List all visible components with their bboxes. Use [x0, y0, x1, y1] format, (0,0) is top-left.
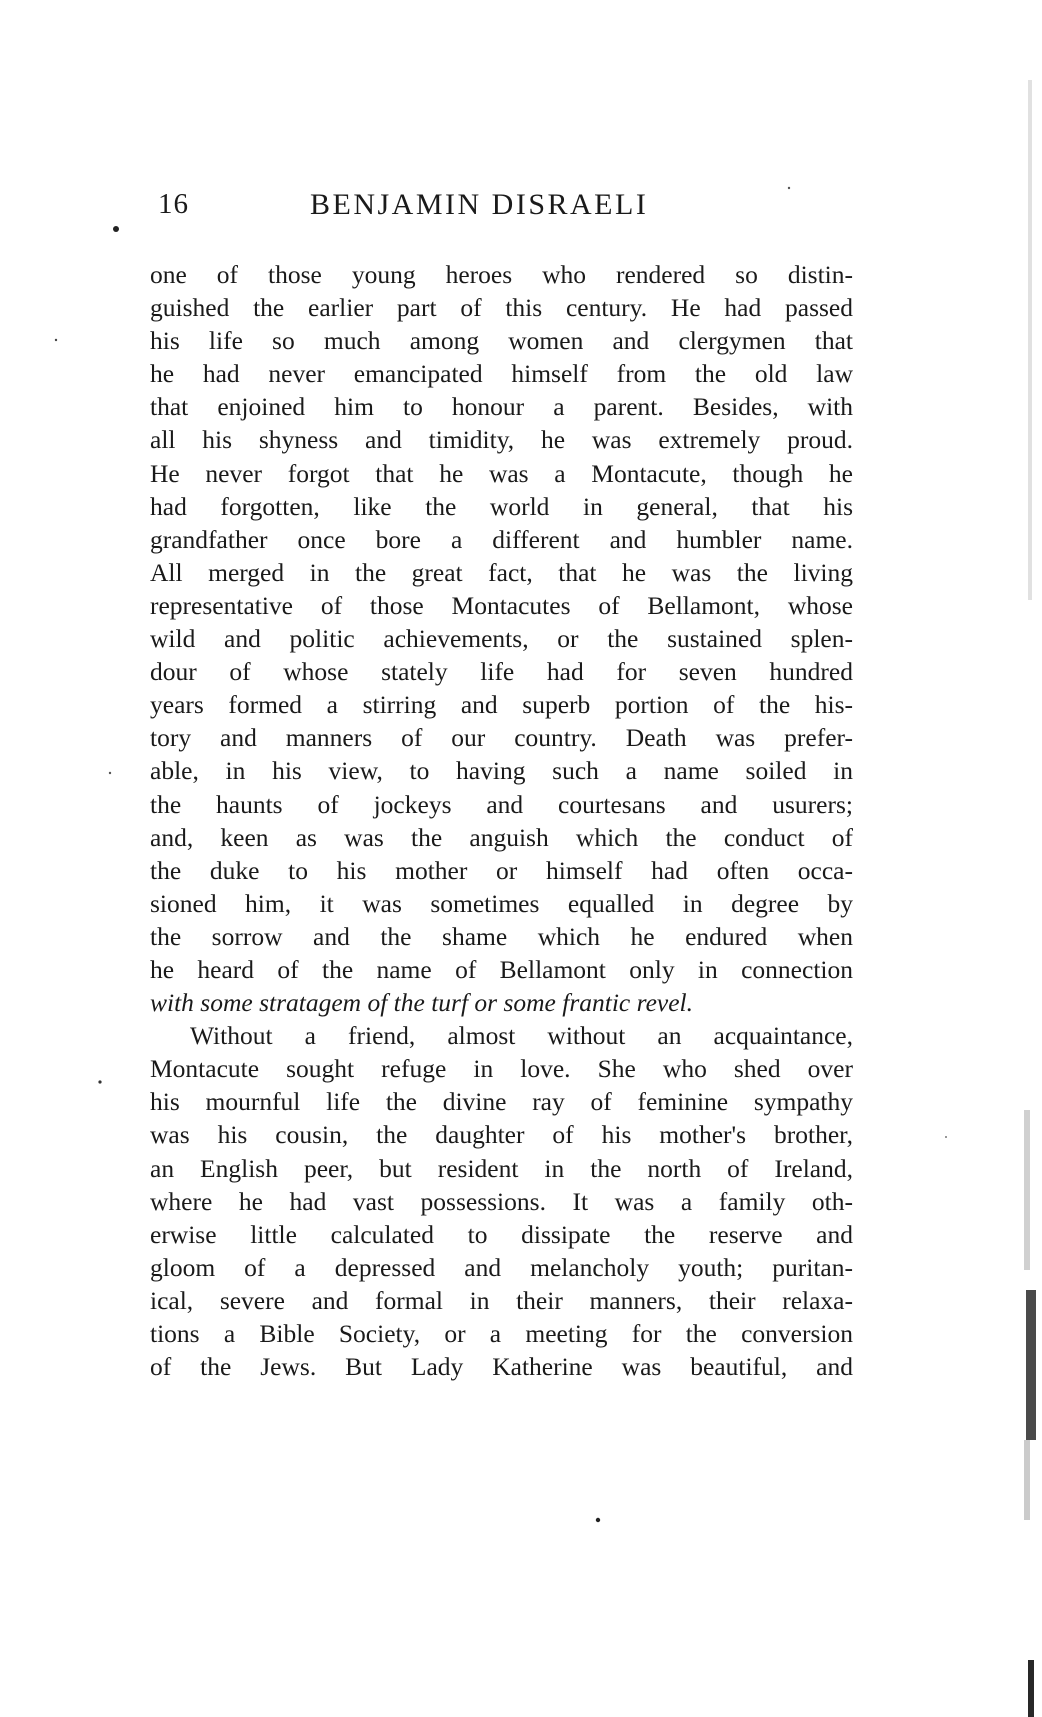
ink-speck — [55, 339, 57, 341]
text-line: All merged in the great fact, that he was the living — [150, 557, 853, 587]
text-line: the sorrow and the shame which he endured when — [150, 921, 853, 951]
text-line: of the Jews. But Lady Katherine was beautiful, and — [150, 1352, 853, 1382]
text-line: ical, severe and formal in their manners, their relaxa- — [150, 1285, 853, 1315]
text-line: had forgotten, like the world in general, that his — [150, 491, 853, 521]
text-line: guished the earlier part of this century. He had passed — [150, 293, 853, 323]
text-line: that enjoined him to honour a parent. Besides, with — [150, 392, 853, 422]
text-line: He never forgot that he was a Montacute, though he — [150, 458, 853, 488]
text-line: he had never emancipated himself from the old law — [150, 359, 853, 389]
edge-shadow — [1028, 1660, 1034, 1717]
text-line: tions a Bible Society, or a meeting for the conversion — [150, 1319, 853, 1348]
edge-shadow — [1026, 1290, 1036, 1440]
text-line: an English peer, but resident in the north of Ireland, — [150, 1153, 853, 1183]
page-number: 16 — [158, 188, 189, 220]
text-line: sioned him, it was sometimes equalled in degree by — [150, 888, 853, 918]
paragraph-start-line: Without a friend, almost without an acquaintance, — [190, 1021, 853, 1051]
text-line: representative of those Montacutes of Bellamont, whose — [150, 590, 853, 620]
text-line: and, keen as was the anguish which the conduct of — [150, 822, 853, 852]
ink-speck — [945, 1136, 947, 1138]
text-line: tory and manners of our country. Death was prefer- — [150, 723, 853, 753]
ink-speck — [98, 1080, 101, 1083]
ink-speck — [109, 772, 111, 774]
edge-shadow — [1028, 80, 1032, 600]
body-text — [150, 258, 853, 1383]
running-title: BENJAMIN DISRAELI — [310, 188, 649, 221]
ink-speck — [113, 226, 119, 232]
page-header — [150, 188, 860, 232]
text-line: he heard of the name of Bellamont only in connection — [150, 954, 853, 984]
text-line: one of those young heroes who rendered so distin- — [150, 260, 853, 289]
text-line: all his shyness and timidity, he was extremely proud. — [150, 425, 853, 455]
text-line: grandfather once bore a different and humbler name. — [150, 524, 853, 554]
ink-speck — [596, 1518, 600, 1522]
text-line: was his cousin, the daughter of his mother's brother, — [150, 1120, 853, 1150]
text-line: Montacute sought refuge in love. She who shed over — [150, 1054, 853, 1084]
text-line: years formed a stirring and superb portion of the his- — [150, 690, 853, 720]
text-line: wild and politic achievements, or the sustained splen- — [150, 624, 853, 654]
text-line: erwise little calculated to dissipate the reserve and — [150, 1219, 853, 1249]
text-line: his mournful life the divine ray of feminine sympathy — [150, 1087, 853, 1117]
text-line: the haunts of jockeys and courtesans and usurers; — [150, 789, 853, 819]
text-line: his life so much among women and clergymen that — [150, 326, 853, 356]
text-line: able, in his view, to having such a name soiled in — [150, 756, 853, 786]
text-line: the duke to his mother or himself had often occa- — [150, 855, 853, 885]
edge-shadow — [1024, 1440, 1030, 1520]
text-line: where he had vast possessions. It was a family oth- — [150, 1186, 853, 1216]
text-line: dour of whose stately life had for seven hundred — [150, 657, 853, 687]
edge-shadow — [1024, 1110, 1030, 1270]
paragraph-end-line: with some stratagem of the turf or some frantic revel. — [150, 988, 694, 1018]
text-line: gloom of a depressed and melancholy youth; puritan- — [150, 1252, 853, 1282]
